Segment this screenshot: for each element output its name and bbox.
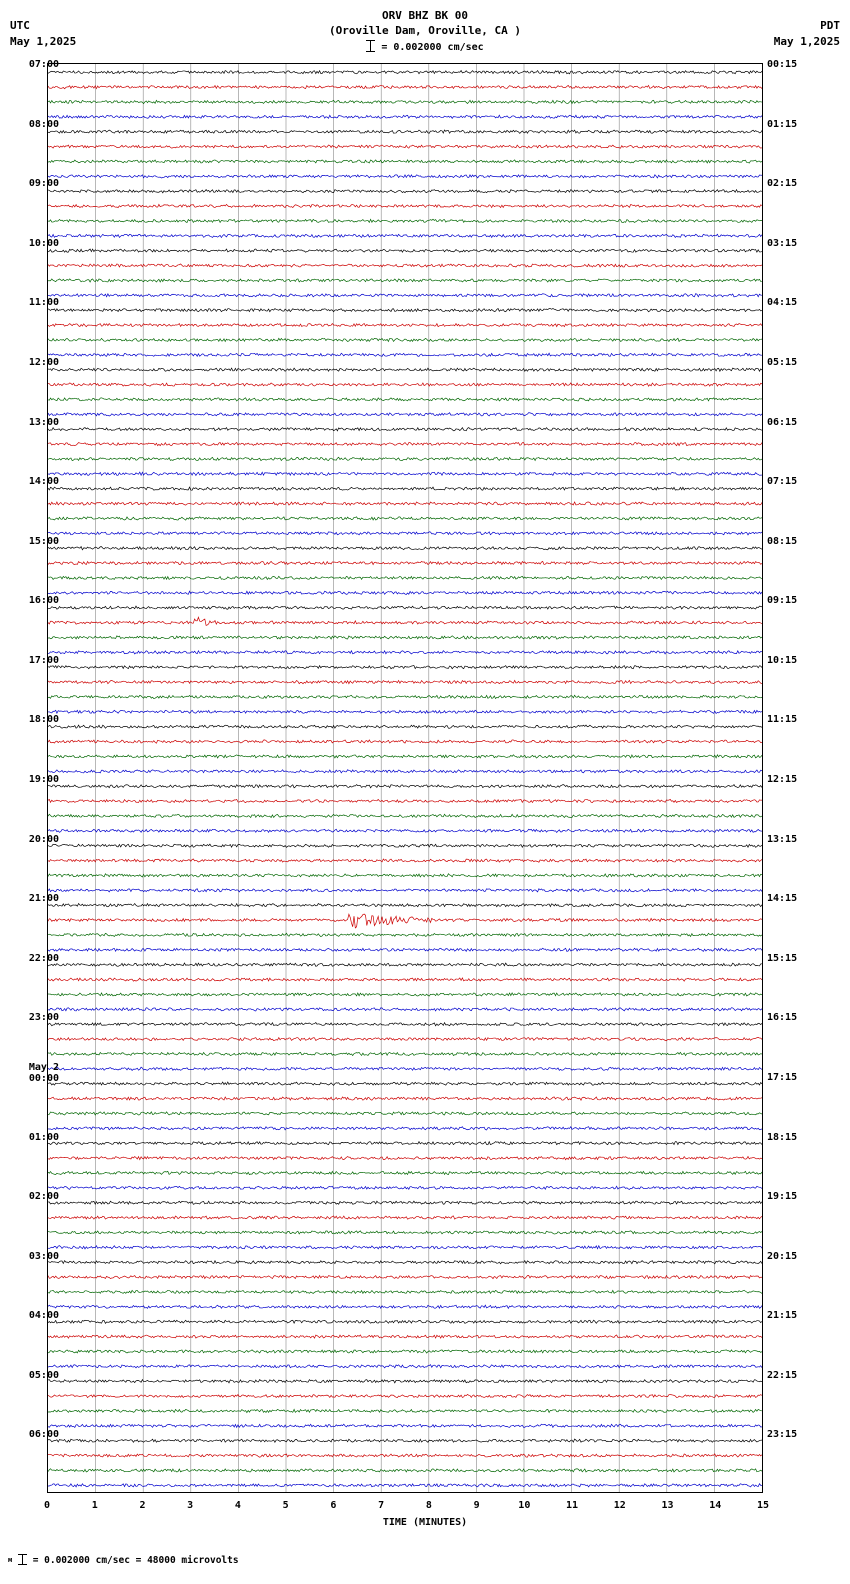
right-time-label: 16:15 [767, 1012, 798, 1024]
footer-text: = 0.002000 cm/sec = 48000 microvolts [32, 1555, 239, 1566]
left-time-label: 03:00 [28, 1250, 59, 1262]
left-time-label: 04:00 [28, 1310, 59, 1322]
right-time-label: 23:15 [767, 1429, 798, 1441]
right-time-label: 08:15 [767, 535, 798, 547]
x-tick-label: 12 [613, 1500, 626, 1511]
x-tick-label: 13 [661, 1500, 674, 1511]
left-time-label: 09:00 [28, 178, 59, 190]
scale-legend [0, 40, 850, 53]
timezone-right: PDT [820, 19, 840, 32]
right-time-label: 21:15 [767, 1310, 798, 1322]
left-time-label: 11:00 [28, 297, 59, 309]
right-time-label: 19:15 [767, 1191, 798, 1203]
footer-ibeam-icon [18, 1554, 27, 1565]
date-left: May 1,2025 [10, 35, 77, 48]
left-time-label: 21:00 [28, 893, 59, 905]
left-time-label: 20:00 [28, 833, 59, 845]
date-right: May 1,2025 [773, 35, 840, 48]
x-tick-label: 10 [518, 1500, 531, 1511]
timezone-left: UTC [10, 19, 30, 32]
left-time-label: 08:00 [28, 118, 59, 130]
x-tick-label: 1 [91, 1500, 98, 1511]
left-time-label: 18:00 [28, 714, 59, 726]
left-time-label: 17:00 [28, 654, 59, 666]
right-time-label: 13:15 [767, 833, 798, 845]
x-axis-title: TIME (MINUTES) [382, 1517, 468, 1528]
x-tick-label: 8 [425, 1500, 432, 1511]
right-time-label: 07:15 [767, 476, 798, 488]
x-tick-label: 3 [187, 1500, 194, 1511]
x-tick-label: 15 [756, 1500, 770, 1511]
right-time-label: 18:15 [767, 1131, 798, 1143]
x-tick-label: 9 [473, 1500, 480, 1511]
right-time-label: 00:15 [767, 59, 798, 70]
footer-scale-note [8, 1554, 239, 1566]
left-time-label: 06:00 [28, 1429, 59, 1441]
left-time-label: 19:00 [28, 774, 59, 785]
left-time-label: 05:00 [28, 1369, 59, 1381]
helicorder-plot [47, 63, 763, 1493]
left-time-label: May 2 00:00 [28, 1061, 59, 1084]
left-time-label: 16:00 [28, 595, 59, 607]
scale-ibeam-icon [366, 40, 375, 52]
left-time-label: 12:00 [28, 356, 59, 368]
right-time-label: 20:15 [767, 1250, 798, 1262]
right-time-label: 06:15 [767, 416, 798, 428]
left-time-label: 10:00 [28, 237, 59, 249]
right-time-label: 10:15 [767, 654, 798, 666]
right-time-label: 11:15 [767, 714, 798, 726]
x-tick-label: 11 [566, 1500, 579, 1511]
footer-prefix: м [8, 1556, 13, 1564]
right-time-label: 01:15 [767, 118, 798, 130]
x-tick-label: 7 [378, 1500, 385, 1511]
left-time-label: 22:00 [28, 952, 59, 964]
x-tick-label: 6 [330, 1500, 337, 1511]
header-center [0, 8, 850, 38]
x-tick-label: 14 [709, 1500, 722, 1511]
station-title: ORV BHZ BK 00 [381, 9, 469, 22]
left-time-label: 23:00 [28, 1012, 59, 1024]
right-time-label: 03:15 [767, 237, 798, 249]
right-time-label: 22:15 [767, 1369, 798, 1381]
left-time-label: 14:00 [28, 476, 59, 488]
x-tick-label: 0 [43, 1500, 51, 1511]
right-time-label: 09:15 [767, 595, 798, 607]
right-time-label: 02:15 [767, 178, 798, 190]
x-tick-label: 4 [234, 1500, 241, 1511]
right-time-label: 15:15 [767, 952, 798, 964]
station-location: (Oroville Dam, Oroville, CA ) [328, 24, 522, 37]
left-time-label: 13:00 [28, 416, 59, 428]
left-time-label: 07:00 [28, 59, 59, 70]
right-time-label: 14:15 [767, 893, 798, 905]
left-time-label: 01:00 [28, 1131, 59, 1143]
right-time-label: 17:15 [767, 1071, 798, 1083]
right-time-label: 05:15 [767, 356, 798, 368]
scale-legend-text: = 0.002000 cm/sec [381, 42, 484, 53]
seismogram-canvas [48, 64, 762, 1492]
right-time-label: 04:15 [767, 297, 798, 309]
left-time-label: 02:00 [28, 1191, 59, 1203]
x-tick-label: 5 [282, 1500, 289, 1511]
x-tick-label: 2 [139, 1500, 146, 1511]
left-time-label: 15:00 [28, 535, 59, 547]
right-time-label: 12:15 [767, 774, 798, 785]
